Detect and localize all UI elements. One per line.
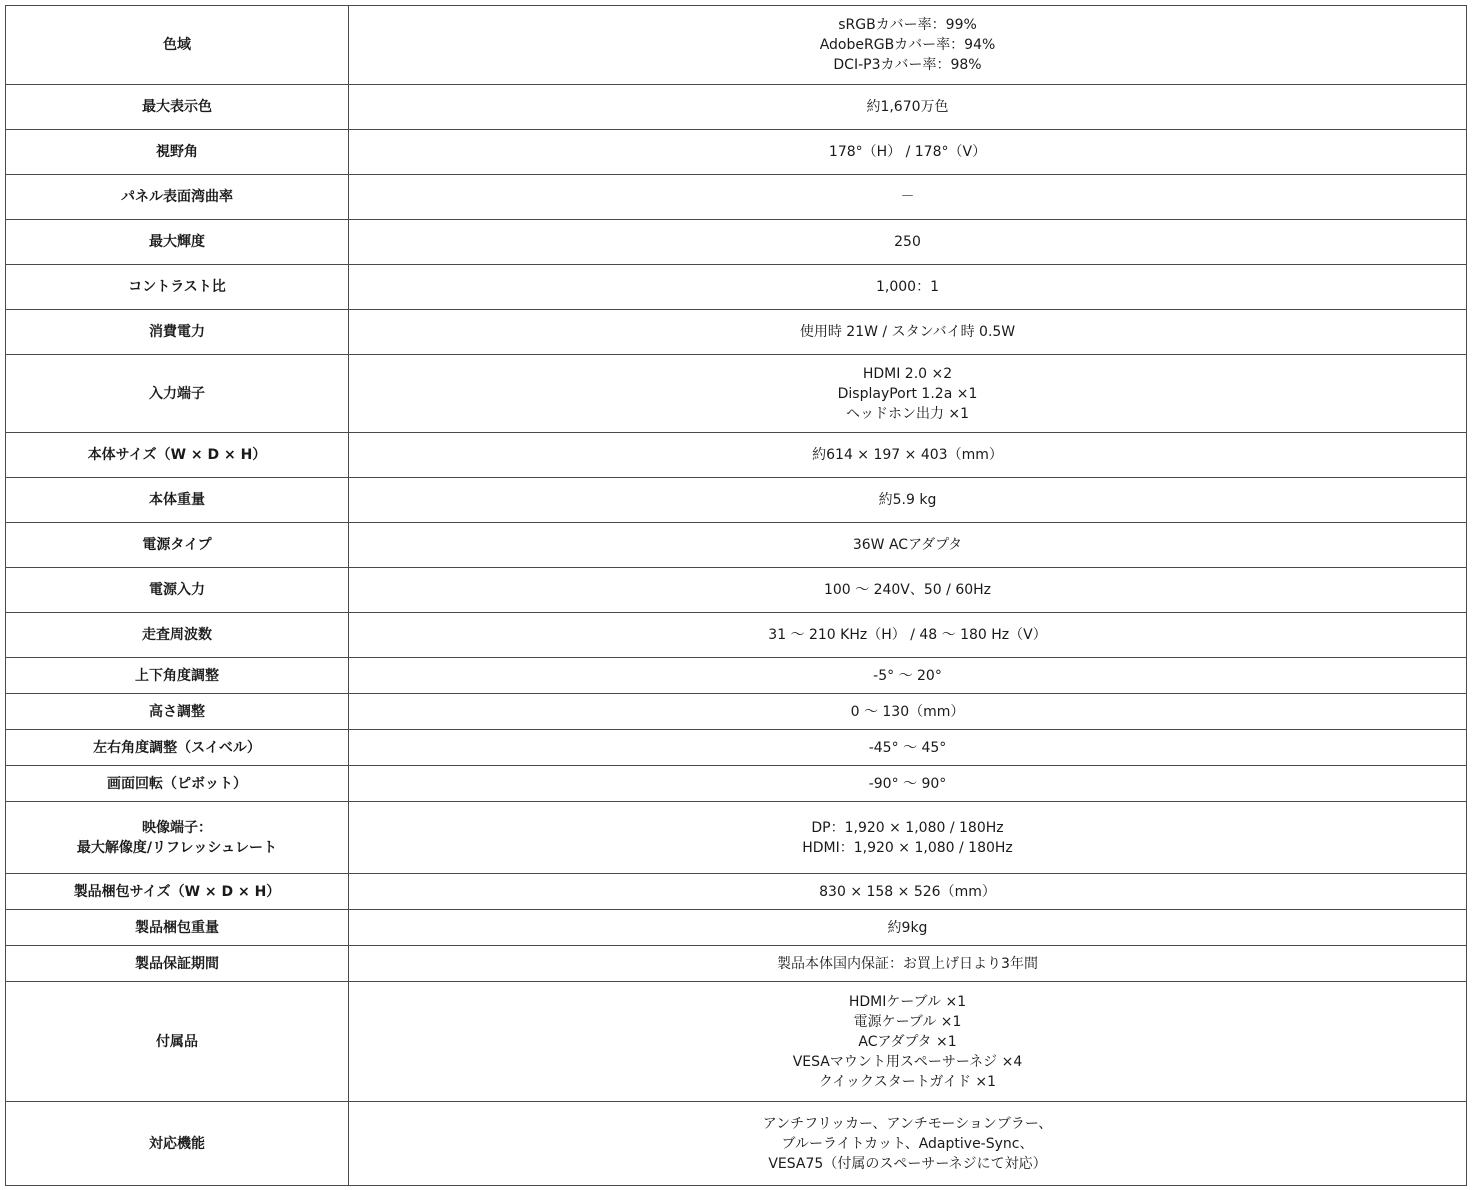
- spec-label: 最大解像度/リフレッシュレート: [76, 839, 278, 856]
- spec-value-line: 250: [894, 234, 921, 250]
- spec-value-cell: [349, 478, 1467, 523]
- spec-value-line: -5° ～ 20°: [873, 667, 942, 684]
- spec-label-cell: [6, 130, 349, 175]
- spec-row: [6, 613, 1467, 658]
- spec-value-line: HDMI：1,920 × 1,080 / 180Hz: [802, 839, 1013, 856]
- spec-value-line: 約9kg: [887, 919, 928, 936]
- spec-row: [6, 478, 1467, 523]
- spec-label: コントラスト比: [128, 279, 226, 295]
- spec-label: 最大表示色: [142, 99, 212, 115]
- spec-value-line: ブルーライトカット、Adaptive-Sync、: [781, 1135, 1034, 1152]
- spec-row: [6, 874, 1467, 910]
- spec-row: [6, 220, 1467, 265]
- spec-label: 左右角度調整（スイベル）: [93, 739, 261, 756]
- spec-value-line: 使用時 21W / スタンバイ時 0.5W: [799, 324, 1016, 340]
- spec-row: [6, 1102, 1467, 1186]
- spec-value-line: 約5.9 kg: [878, 492, 937, 508]
- spec-value-line: VESA75（付属のスペーサーネジにて対応）: [768, 1155, 1047, 1172]
- spec-row: [6, 658, 1467, 694]
- spec-value-cell: [349, 175, 1467, 220]
- spec-label: 製品梱包サイズ（W × D × H）: [73, 883, 281, 900]
- spec-row: [6, 568, 1467, 613]
- spec-value-line: DP：1,920 × 1,080 / 180Hz: [811, 819, 1004, 836]
- spec-value-cell: [349, 730, 1467, 766]
- spec-value-cell: [349, 910, 1467, 946]
- spec-label-cell: [6, 766, 349, 802]
- spec-value-cell: [349, 265, 1467, 310]
- spec-value-cell: [349, 433, 1467, 478]
- spec-row: [6, 6, 1467, 85]
- spec-label-cell: [6, 910, 349, 946]
- spec-row: [6, 730, 1467, 766]
- spec-label: パネル表面湾曲率: [121, 189, 233, 205]
- spec-row: [6, 523, 1467, 568]
- spec-value-cell: [349, 220, 1467, 265]
- spec-value-line: HDMIケーブル ×1: [848, 993, 967, 1010]
- spec-label: 画面回転（ピボット）: [107, 775, 247, 792]
- spec-value-line: 36W ACアダプタ: [852, 537, 963, 553]
- spec-label-cell: [6, 1102, 349, 1186]
- spec-label: 入力端子: [149, 385, 205, 402]
- spec-label: 電源タイプ: [142, 537, 212, 553]
- spec-label: 最大輝度: [149, 234, 205, 250]
- spec-value-line: 約614 × 197 × 403（mm）: [812, 447, 1003, 463]
- spec-value-cell: [349, 310, 1467, 355]
- spec-label-cell: [6, 220, 349, 265]
- spec-row: [6, 802, 1467, 874]
- spec-value-cell: [349, 523, 1467, 568]
- spec-label: 製品梱包重量: [135, 919, 219, 936]
- spec-label: 色域: [163, 37, 191, 53]
- spec-label-cell: [6, 6, 349, 85]
- spec-label: 視野角: [156, 144, 198, 160]
- spec-label-cell: [6, 310, 349, 355]
- spec-value-line: 0 ～ 130（mm）: [850, 703, 965, 720]
- spec-label-cell: [6, 175, 349, 220]
- spec-value-line: -90° ～ 90°: [868, 775, 947, 792]
- spec-row: [6, 910, 1467, 946]
- spec-value-cell: [349, 355, 1467, 433]
- spec-value-line: クイックスタートガイド ×1: [818, 1073, 997, 1090]
- spec-value-line: 178°（H） / 178°（V）: [828, 144, 987, 160]
- spec-value-line: DCI-P3カバー率：98%: [833, 57, 982, 73]
- spec-value-line: 約1,670万色: [866, 99, 949, 115]
- spec-value-line: AdobeRGBカバー率：94%: [819, 37, 996, 53]
- spec-value-cell: [349, 1102, 1467, 1186]
- spec-label-cell: [6, 355, 349, 433]
- spec-row: [6, 694, 1467, 730]
- spec-label-cell: [6, 568, 349, 613]
- spec-label-cell: [6, 613, 349, 658]
- spec-row: [6, 175, 1467, 220]
- spec-value-line: -45° ～ 45°: [868, 739, 947, 756]
- spec-value-line: 830 × 158 × 526（mm）: [819, 883, 996, 900]
- spec-value-line: 100 ～ 240V、50 / 60Hz: [823, 582, 992, 598]
- spec-value-line: －: [900, 189, 915, 205]
- spec-label-cell: [6, 694, 349, 730]
- spec-value-line: 1,000：1: [876, 279, 939, 295]
- spec-value-cell: [349, 982, 1467, 1102]
- spec-label: 本体重量: [149, 492, 205, 508]
- spec-label-cell: [6, 874, 349, 910]
- spec-label-cell: [6, 433, 349, 478]
- spec-label: 走査周波数: [142, 627, 212, 643]
- spec-table: [5, 5, 1467, 1186]
- spec-row: [6, 433, 1467, 478]
- spec-row: [6, 130, 1467, 175]
- spec-value-cell: [349, 802, 1467, 874]
- spec-value-line: ACアダプタ ×1: [858, 1033, 957, 1050]
- spec-label: 対応機能: [149, 1135, 205, 1152]
- spec-label-cell: [6, 658, 349, 694]
- spec-label-cell: [6, 730, 349, 766]
- spec-value-cell: [349, 658, 1467, 694]
- spec-row: [6, 355, 1467, 433]
- spec-label: 本体サイズ（W × D × H）: [87, 447, 267, 463]
- spec-value-cell: [349, 694, 1467, 730]
- spec-value-cell: [349, 6, 1467, 85]
- spec-label-cell: [6, 85, 349, 130]
- spec-value-line: sRGBカバー率：99%: [838, 17, 977, 33]
- spec-value-cell: [349, 946, 1467, 982]
- spec-row: [6, 265, 1467, 310]
- spec-table-body: [6, 6, 1467, 1186]
- spec-label: 高さ調整: [149, 703, 205, 720]
- spec-value-line: 製品本体国内保証：お買上げ日より3年間: [777, 955, 1038, 972]
- spec-label: 消費電力: [149, 324, 205, 340]
- spec-value-line: ヘッドホン出力 ×1: [845, 405, 970, 422]
- spec-value-line: アンチフリッカー、アンチモーションブラー、: [762, 1115, 1053, 1132]
- spec-label-cell: [6, 265, 349, 310]
- spec-value-cell: [349, 130, 1467, 175]
- spec-label-cell: [6, 946, 349, 982]
- spec-value-cell: [349, 874, 1467, 910]
- spec-row: [6, 310, 1467, 355]
- spec-label: 映像端子：: [142, 819, 212, 836]
- spec-row: [6, 766, 1467, 802]
- spec-label: 上下角度調整: [135, 667, 219, 684]
- spec-value-cell: [349, 85, 1467, 130]
- spec-value-line: 電源ケーブル ×1: [853, 1013, 962, 1030]
- spec-label-cell: [6, 478, 349, 523]
- spec-label-cell: [6, 982, 349, 1102]
- spec-row: [6, 982, 1467, 1102]
- spec-value-cell: [349, 568, 1467, 613]
- spec-label-cell: [6, 523, 349, 568]
- spec-value-line: 31 ～ 210 KHz（H） / 48 ～ 180 Hz（V）: [768, 627, 1047, 643]
- spec-value-line: VESAマウント用スペーサーネジ ×4: [792, 1053, 1023, 1070]
- spec-value-cell: [349, 613, 1467, 658]
- spec-label: 製品保証期間: [135, 955, 219, 972]
- spec-value-line: HDMI 2.0 ×2: [862, 365, 953, 382]
- spec-label: 付属品: [156, 1033, 198, 1050]
- spec-value-cell: [349, 766, 1467, 802]
- spec-label: 電源入力: [149, 582, 205, 598]
- spec-label-cell: [6, 802, 349, 874]
- spec-row: [6, 946, 1467, 982]
- spec-value-line: DisplayPort 1.2a ×1: [837, 385, 978, 402]
- spec-row: [6, 85, 1467, 130]
